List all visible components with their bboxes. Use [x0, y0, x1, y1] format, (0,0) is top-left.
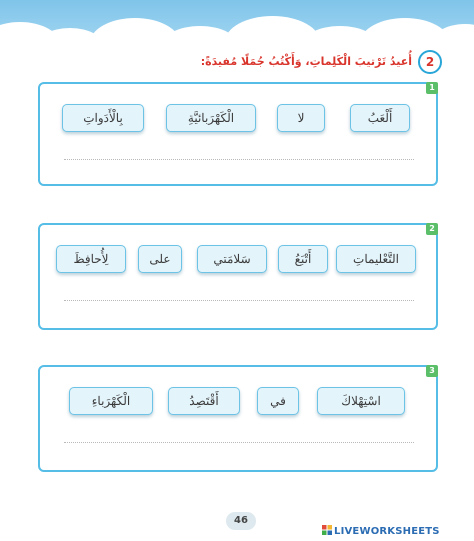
exercise-number: 3 [426, 365, 438, 377]
exercise-box-3 [38, 365, 438, 472]
word-chip[interactable]: بِالْأَدَواتِ [62, 104, 144, 132]
word-chip[interactable]: لِأُحافِظَ [56, 245, 126, 273]
word-chip[interactable]: أَتْبَعُ [278, 245, 328, 273]
watermark [322, 525, 440, 539]
word-chip[interactable]: التَّعْليماتِ [336, 245, 416, 273]
page-number: 46 [226, 512, 256, 530]
exercise-number: 2 [426, 223, 438, 235]
liveworksheets-logo-icon [322, 525, 332, 535]
watermark-text: LIVEWORKSHEETS [334, 526, 440, 537]
word-chip[interactable]: اسْتِهْلاكَ [317, 387, 405, 415]
instruction-text: أُعيدُ تَرْتيبَ الْكَلِماتِ، وَأَكْتُبُ جُمَلًا مُفيدَةً: [200, 55, 412, 68]
exercise-number: 1 [426, 82, 438, 94]
exercise-box-1 [38, 82, 438, 186]
word-chip[interactable]: سَلامَتي [197, 245, 267, 273]
word-chip[interactable]: في [257, 387, 299, 415]
word-chip[interactable]: الْكَهْرَباءِ [69, 387, 153, 415]
word-chip[interactable]: لا [277, 104, 325, 132]
exercise-box-2 [38, 223, 438, 330]
answer-line[interactable] [64, 300, 414, 301]
question-number-badge: 2 [418, 50, 442, 74]
word-chip[interactable]: أَقْتَصِدُ [168, 387, 240, 415]
answer-line[interactable] [64, 159, 414, 160]
word-chip[interactable]: أَلْعَبُ [350, 104, 410, 132]
word-chip[interactable]: على [138, 245, 182, 273]
word-chip[interactable]: الْكَهْرَبائيَّةِ [166, 104, 256, 132]
answer-line[interactable] [64, 442, 414, 443]
cloud-banner [0, 0, 474, 52]
